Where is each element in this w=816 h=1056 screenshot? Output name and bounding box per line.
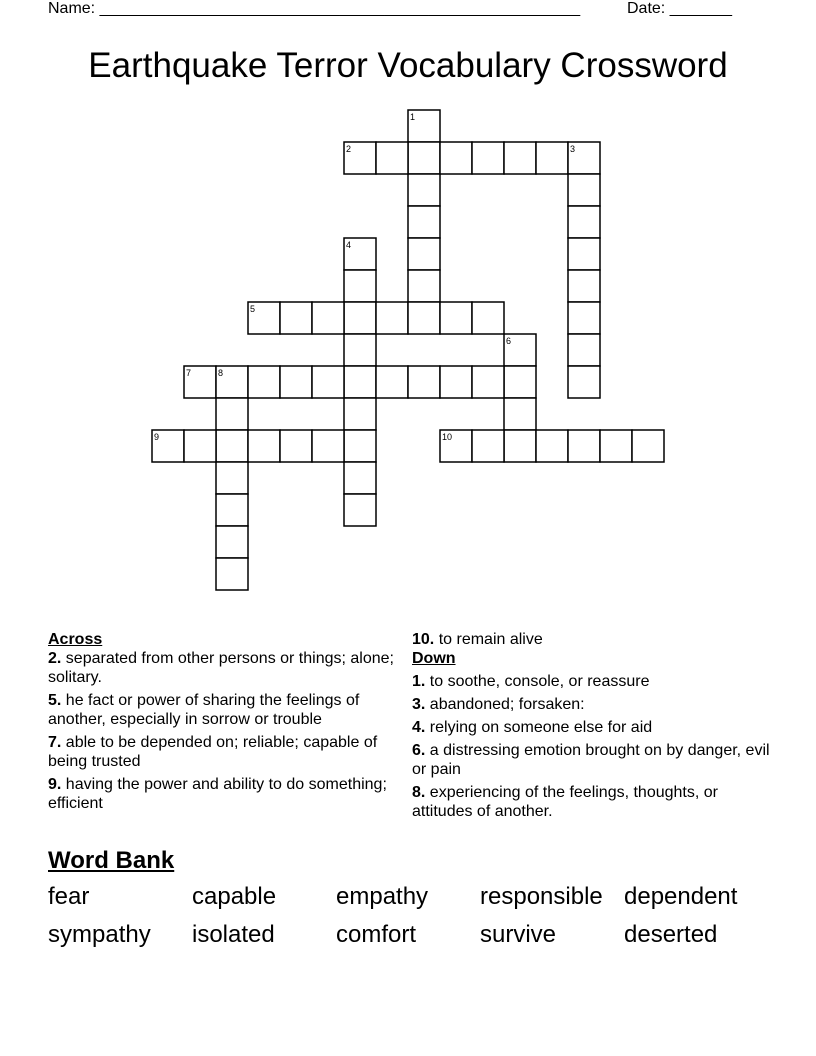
grid-cell[interactable]: [568, 366, 600, 398]
clue-text: he fact or power of sharing the feelings of another, especially in sorrow or trouble: [48, 692, 360, 728]
grid-cell[interactable]: [312, 430, 344, 462]
grid-cell[interactable]: [312, 302, 344, 334]
clue-number-label: 9: [154, 432, 160, 442]
grid-cell[interactable]: [216, 558, 248, 590]
grid-cell[interactable]: [600, 430, 632, 462]
clue-number-label: 3: [570, 144, 576, 154]
down-clue-3: [412, 695, 772, 714]
grid-cell[interactable]: [536, 430, 568, 462]
clue-text: experiencing of the feelings, thoughts, or attitudes of another.: [412, 784, 718, 820]
grid-cell[interactable]: [344, 398, 376, 430]
clue-number-label: 7: [186, 368, 192, 378]
grid-cell[interactable]: [408, 366, 440, 398]
grid-cell[interactable]: [344, 334, 376, 366]
clue-number: 2.: [48, 650, 62, 667]
across-clue-2: [48, 649, 408, 687]
grid-cell[interactable]: [408, 142, 440, 174]
grid-cell[interactable]: [344, 302, 376, 334]
grid-cell[interactable]: [216, 462, 248, 494]
grid-cell[interactable]: [216, 398, 248, 430]
grid-cell[interactable]: [568, 334, 600, 366]
grid-cell[interactable]: [472, 302, 504, 334]
clue-number: 1.: [412, 673, 426, 690]
grid-cell[interactable]: [216, 494, 248, 526]
grid-cell[interactable]: [504, 430, 536, 462]
grid-cell[interactable]: [248, 366, 280, 398]
grid-cell[interactable]: [344, 494, 376, 526]
across-clue-10: [412, 630, 772, 649]
grid-cell[interactable]: [344, 462, 376, 494]
clue-number: 7.: [48, 734, 62, 751]
clues-right-column: [412, 630, 772, 825]
word-bank-item: survive: [480, 921, 557, 948]
down-clue-4: [412, 718, 772, 737]
grid-cell[interactable]: [216, 430, 248, 462]
grid-cell[interactable]: [408, 238, 440, 270]
grid-cell[interactable]: [216, 526, 248, 558]
grid-cell[interactable]: [408, 206, 440, 238]
across-clue-9: [48, 775, 408, 813]
word-bank-item: capable: [192, 883, 277, 910]
down-clue-1: [412, 672, 772, 691]
clue-number: 9.: [48, 776, 62, 793]
word-bank-title: Word Bank: [48, 847, 175, 874]
across-clue-7: [48, 733, 408, 771]
clue-number-label: 2: [346, 144, 352, 154]
grid-cell[interactable]: [408, 302, 440, 334]
across-clue-5: [48, 691, 408, 729]
clues-left-column: [48, 630, 408, 817]
word-bank-item: empathy: [336, 883, 429, 910]
clue-text: to remain alive: [438, 631, 543, 648]
clue-number-label: 1: [410, 112, 416, 122]
grid-cell[interactable]: [248, 430, 280, 462]
grid-cell[interactable]: [408, 174, 440, 206]
clue-number-label: 10: [442, 432, 453, 442]
grid-cell[interactable]: [280, 302, 312, 334]
clue-text: relying on someone else for aid: [429, 719, 653, 736]
clue-text: able to be depended on; reliable; capable of being trusted: [48, 734, 378, 770]
grid-cell[interactable]: [568, 206, 600, 238]
grid-cell[interactable]: [280, 366, 312, 398]
grid-cell[interactable]: [568, 302, 600, 334]
clue-number: 10.: [412, 631, 435, 648]
clue-text: to soothe, console, or reassure: [429, 673, 650, 690]
grid-cell[interactable]: [536, 142, 568, 174]
grid-cell[interactable]: [632, 430, 664, 462]
grid-cell[interactable]: [568, 238, 600, 270]
page-title: Earthquake Terror Vocabulary Crossword: [88, 46, 728, 85]
clue-text: having the power and ability to do something; efficient: [48, 776, 387, 812]
grid-cell[interactable]: [376, 142, 408, 174]
down-heading: Down: [412, 650, 456, 667]
grid-cell[interactable]: [568, 270, 600, 302]
down-clue-6: [412, 741, 772, 779]
word-bank-item: comfort: [336, 921, 417, 948]
grid-cell[interactable]: [312, 366, 344, 398]
clue-number-label: 4: [346, 240, 352, 250]
grid-cell[interactable]: [376, 366, 408, 398]
clue-number-label: 6: [506, 336, 512, 346]
word-bank-item: responsible: [480, 883, 603, 910]
word-bank-item: fear: [48, 883, 90, 910]
grid-cell[interactable]: [440, 302, 472, 334]
grid-cell[interactable]: [504, 366, 536, 398]
grid-cell[interactable]: [344, 270, 376, 302]
grid-cell[interactable]: [376, 302, 408, 334]
word-bank-item: isolated: [192, 921, 275, 948]
word-bank-item: deserted: [624, 921, 718, 948]
grid-cell[interactable]: [344, 366, 376, 398]
grid-cell[interactable]: [472, 366, 504, 398]
grid-cell[interactable]: [568, 174, 600, 206]
grid-cell[interactable]: [344, 430, 376, 462]
grid-cell[interactable]: [408, 270, 440, 302]
grid-cell[interactable]: [184, 430, 216, 462]
grid-cell[interactable]: [280, 430, 312, 462]
clue-number: 6.: [412, 742, 426, 759]
grid-cell[interactable]: [440, 366, 472, 398]
word-bank-item: dependent: [624, 883, 738, 910]
grid-cell[interactable]: [440, 142, 472, 174]
clue-text: a distressing emotion brought on by danger, evil or pain: [412, 742, 770, 778]
grid-cell[interactable]: [472, 142, 504, 174]
clue-number: 3.: [412, 696, 426, 713]
clue-number-label: 5: [250, 304, 256, 314]
grid-cell[interactable]: [472, 430, 504, 462]
word-bank-item: sympathy: [48, 921, 151, 948]
grid-cell[interactable]: [504, 398, 536, 430]
date-field-label: Date: _______: [627, 0, 732, 17]
across-heading: Across: [48, 631, 103, 648]
word-bank: [48, 882, 778, 950]
clue-number: 4.: [412, 719, 426, 736]
clue-text: separated from other persons or things; alone; solitary.: [48, 650, 394, 686]
clue-text: abandoned; forsaken:: [429, 696, 585, 713]
clue-number: 8.: [412, 784, 426, 801]
down-clue-8: [412, 783, 772, 821]
grid-cell[interactable]: [568, 430, 600, 462]
grid-cell[interactable]: [504, 142, 536, 174]
name-field-label: Name: ______________________________________________________: [48, 0, 581, 17]
clue-number: 5.: [48, 692, 62, 709]
clue-number-label: 8: [218, 368, 224, 378]
